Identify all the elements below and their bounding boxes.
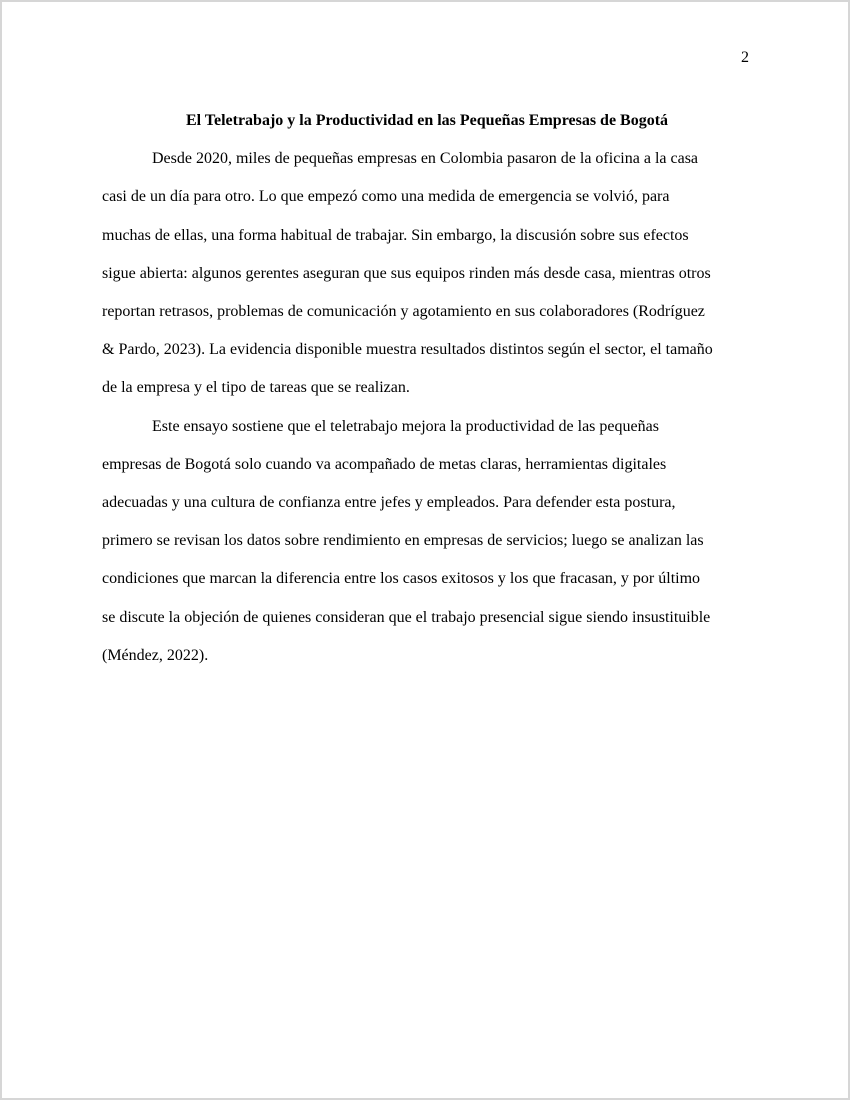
- paragraph-line: (Méndez, 2022).: [102, 646, 209, 664]
- paragraph-introduction: [102, 140, 752, 407]
- paragraph-line: reportan retrasos, problemas de comunicación y agotamiento en sus colaboradores (Rodríguez: [102, 303, 705, 321]
- paragraph-thesis: [102, 408, 752, 675]
- paragraph-line: adecuadas y una cultura de confianza entre jefes y empleados. Para defender esta postura,: [102, 494, 676, 512]
- document-body: [102, 102, 752, 675]
- paragraph-line: de la empresa y el tipo de tareas que se realizan.: [102, 379, 410, 397]
- paragraph-line: & Pardo, 2023). La evidencia disponible muestra resultados distintos según el sector, el tamaño: [102, 341, 713, 359]
- paragraph-line: primero se revisan los datos sobre rendimiento en empresas de servicios; luego se analizan las: [102, 532, 704, 550]
- paragraph-line: muchas de ellas, una forma habitual de trabajar. Sin embargo, la discusión sobre sus efectos: [102, 226, 689, 244]
- paragraph-line: empresas de Bogotá solo cuando va acompañado de metas claras, herramientas digitales: [102, 455, 667, 473]
- paragraph-line: Desde 2020, miles de pequeñas empresas en Colombia pasaron de la oficina a la casa: [152, 150, 699, 168]
- paragraph-line: sigue abierta: algunos gerentes aseguran que sus equipos rinden más desde casa, mientras otros: [102, 264, 711, 282]
- paragraph-line: casi de un día para otro. Lo que empezó como una medida de emergencia se volvió, para: [102, 188, 670, 206]
- essay-title: El Teletrabajo y la Productividad en las Pequeñas Empresas de Bogotá: [185, 112, 669, 129]
- paragraph-line: condiciones que marcan la diferencia entre los casos exitosos y los que fracasan, y por último: [102, 570, 701, 588]
- paragraph-line: Este ensayo sostiene que el teletrabajo mejora la productividad de las pequeñas: [152, 417, 659, 435]
- paragraph-line: se discute la objeción de quienes consideran que el trabajo presencial sigue siendo insustituible: [102, 608, 711, 626]
- page-number: 2: [741, 49, 749, 66]
